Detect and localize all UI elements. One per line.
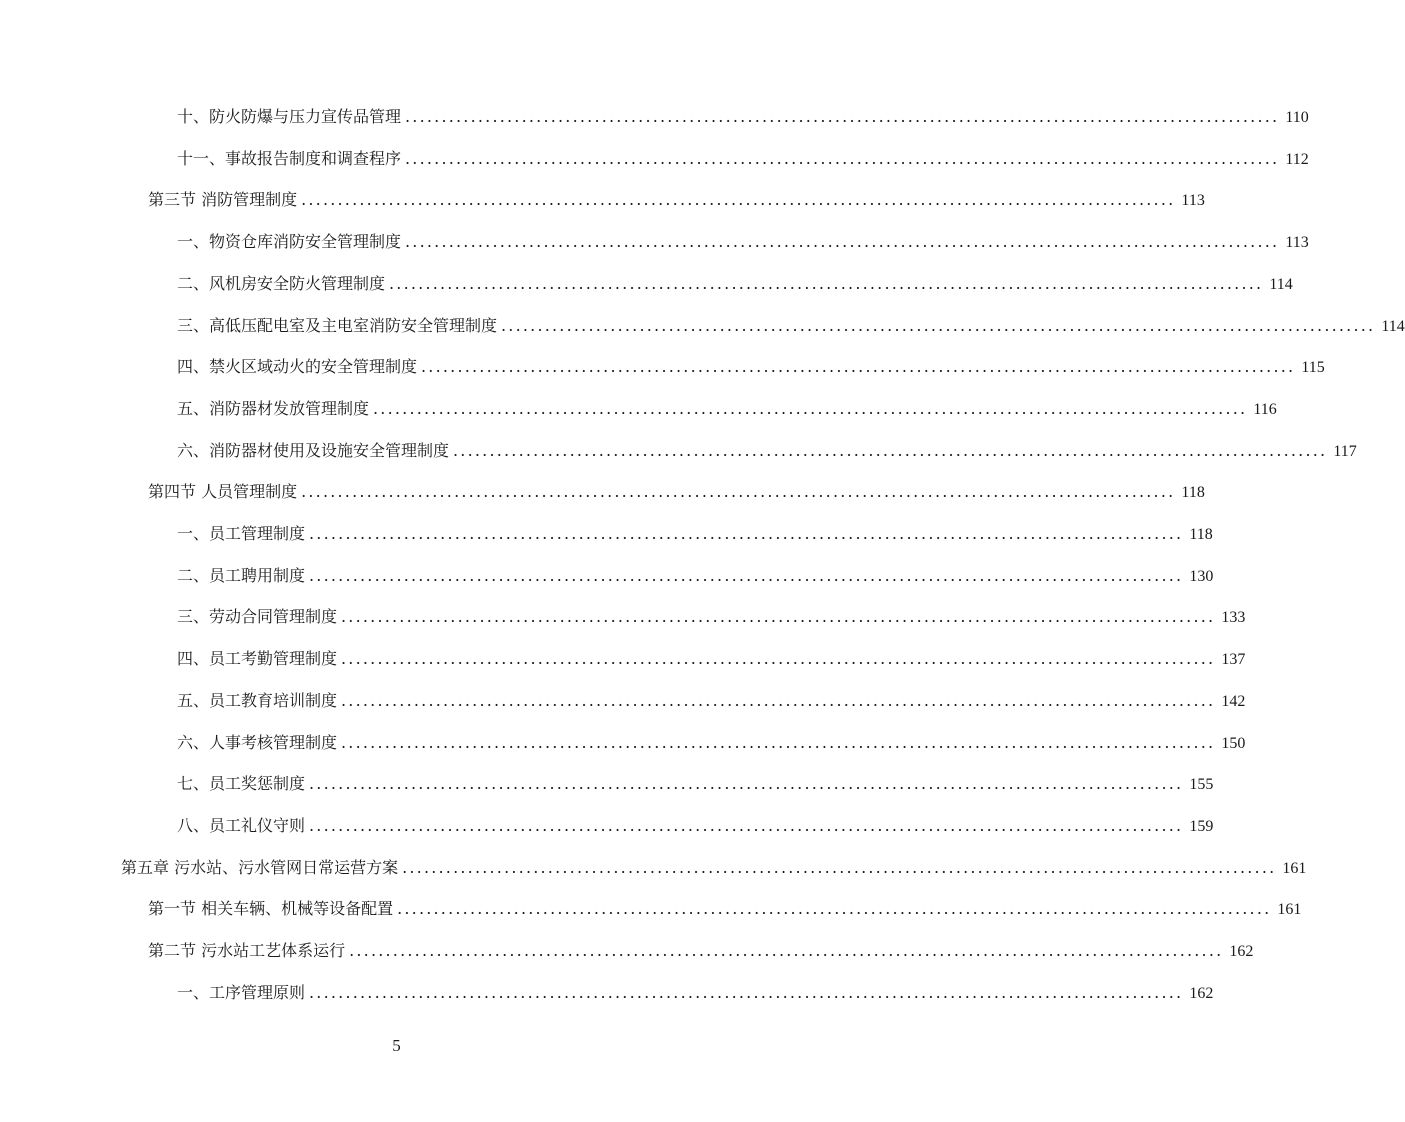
- page-number: 5: [392, 1036, 401, 1055]
- toc-entry[interactable]: [177, 647, 1246, 671]
- toc-entry-title: 第三节 消防管理制度: [148, 190, 298, 210]
- toc-entry-title: 一、工序管理原则: [177, 982, 306, 1002]
- toc-entry-page: 155: [1189, 776, 1214, 794]
- toc-entry[interactable]: [177, 731, 1246, 755]
- toc-entry[interactable]: [177, 314, 1405, 338]
- toc-dot-leader: ........................................................................................................................: [453, 440, 1328, 460]
- toc-entry-title: 八、员工礼仪守则: [177, 815, 306, 835]
- toc-entry-page: 161: [1282, 859, 1307, 877]
- toc-dot-leader: ........................................................................................................................: [309, 565, 1184, 585]
- toc-entry-title: 七、员工奖惩制度: [177, 774, 306, 794]
- toc-entry[interactable]: [121, 856, 1307, 880]
- toc-entry-page: 112: [1285, 150, 1309, 168]
- toc-entry-page: 130: [1189, 567, 1214, 585]
- toc-entry-title: 三、高低压配电室及主电室消防安全管理制度: [177, 315, 498, 335]
- toc-dot-leader: ........................................................................................................................: [309, 815, 1184, 835]
- toc-entry-title: 六、消防器材使用及设施安全管理制度: [177, 440, 450, 460]
- toc-entry-title: 五、消防器材发放管理制度: [177, 398, 370, 418]
- toc-entry-title: 第二节 污水站工艺体系运行: [148, 941, 346, 960]
- toc-dot-leader: ........................................................................................................................: [397, 899, 1272, 919]
- toc-entry[interactable]: [148, 188, 1205, 212]
- toc-entry[interactable]: [177, 522, 1213, 546]
- toc-entry-title: 五、员工教育培训制度: [177, 690, 338, 710]
- toc-entry-title: 二、员工聘用制度: [177, 565, 306, 585]
- toc-entry[interactable]: [177, 814, 1214, 838]
- toc-dot-leader: ........................................................................................................................: [341, 607, 1216, 627]
- toc-entry-page: 118: [1181, 484, 1205, 502]
- toc-entry[interactable]: [177, 147, 1309, 171]
- toc-dot-leader: ........................................................................................................................: [341, 690, 1216, 710]
- toc-entry-page: 117: [1333, 442, 1357, 460]
- toc-dot-leader: ........................................................................................................................: [421, 357, 1296, 377]
- toc-dot-leader: ........................................................................................................................: [341, 649, 1216, 669]
- toc-entry[interactable]: [177, 564, 1214, 588]
- toc-entry[interactable]: [177, 397, 1277, 421]
- toc-entry[interactable]: [148, 939, 1254, 963]
- toc-entry-page: 162: [1229, 943, 1254, 960]
- toc-dot-leader: ........................................................................................................................: [309, 982, 1184, 1002]
- toc-entry-page: 113: [1181, 192, 1205, 210]
- toc-entry-title: 六、人事考核管理制度: [177, 732, 338, 752]
- toc-dot-leader: ........................................................................................................................: [309, 524, 1184, 543]
- toc-entry[interactable]: [177, 772, 1214, 796]
- toc-dot-leader: ........................................................................................................................: [501, 315, 1376, 335]
- toc-entry-page: 114: [1381, 317, 1405, 335]
- toc-entry-page: 142: [1221, 692, 1246, 710]
- toc-entry-page: 110: [1285, 109, 1309, 126]
- toc-entry-page: 114: [1269, 275, 1293, 293]
- toc-entry-page: 113: [1285, 234, 1309, 252]
- toc-entry[interactable]: [177, 105, 1309, 129]
- toc-entry-title: 第五章 污水站、污水管网日常运营方案: [121, 857, 399, 877]
- toc-entry-page: 150: [1221, 734, 1246, 752]
- toc-entry-title: 十一、事故报告制度和调查程序: [177, 148, 402, 168]
- toc-entry[interactable]: [177, 355, 1325, 379]
- toc-entry[interactable]: [177, 689, 1246, 713]
- toc-entry-page: 162: [1189, 984, 1214, 1002]
- toc-entry[interactable]: [177, 230, 1309, 254]
- toc-dot-leader: ........................................................................................................................: [389, 273, 1264, 293]
- toc-entry-page: 137: [1221, 651, 1246, 669]
- toc-entry[interactable]: [177, 605, 1246, 629]
- toc-entry-page: 133: [1221, 609, 1246, 627]
- toc-entry-page: 159: [1189, 817, 1214, 835]
- toc-dot-leader: ........................................................................................................................: [301, 190, 1176, 210]
- toc-entry[interactable]: [177, 981, 1214, 1005]
- toc-entry-title: 第四节 人员管理制度: [148, 482, 298, 502]
- toc-entry-title: 一、员工管理制度: [177, 524, 306, 543]
- toc-dot-leader: ........................................................................................................................: [349, 941, 1224, 960]
- toc-entry-title: 二、风机房安全防火管理制度: [177, 273, 386, 293]
- toc-entry[interactable]: [177, 272, 1293, 296]
- toc-entry-page: 161: [1277, 901, 1302, 919]
- toc-dot-leader: ........................................................................................................................: [373, 398, 1248, 418]
- toc-dot-leader: ........................................................................................................................: [301, 482, 1176, 502]
- toc-dot-leader: ........................................................................................................................: [405, 107, 1280, 126]
- toc-entry[interactable]: [148, 480, 1205, 504]
- toc-dot-leader: ........................................................................................................................: [341, 732, 1216, 752]
- toc-dot-leader: ........................................................................................................................: [405, 232, 1280, 252]
- toc-dot-leader: ........................................................................................................................: [405, 148, 1280, 168]
- toc-entry-title: 十、防火防爆与压力宣传品管理: [177, 107, 402, 126]
- toc-entry-page: 116: [1253, 400, 1277, 418]
- toc-entry-page: 115: [1301, 359, 1325, 377]
- toc-entry-page: 118: [1189, 526, 1213, 543]
- toc-entry-title: 四、员工考勤管理制度: [177, 649, 338, 669]
- toc-entry[interactable]: [148, 897, 1302, 921]
- toc-entry-title: 四、禁火区域动火的安全管理制度: [177, 357, 418, 377]
- toc-dot-leader: ........................................................................................................................: [309, 774, 1184, 794]
- toc-dot-leader: ........................................................................................................................: [402, 857, 1277, 877]
- toc-entry-title: 三、劳动合同管理制度: [177, 607, 338, 627]
- toc-entry-title: 一、物资仓库消防安全管理制度: [177, 232, 402, 252]
- toc-entry[interactable]: [177, 439, 1357, 463]
- toc-entry-title: 第一节 相关车辆、机械等设备配置: [148, 899, 394, 919]
